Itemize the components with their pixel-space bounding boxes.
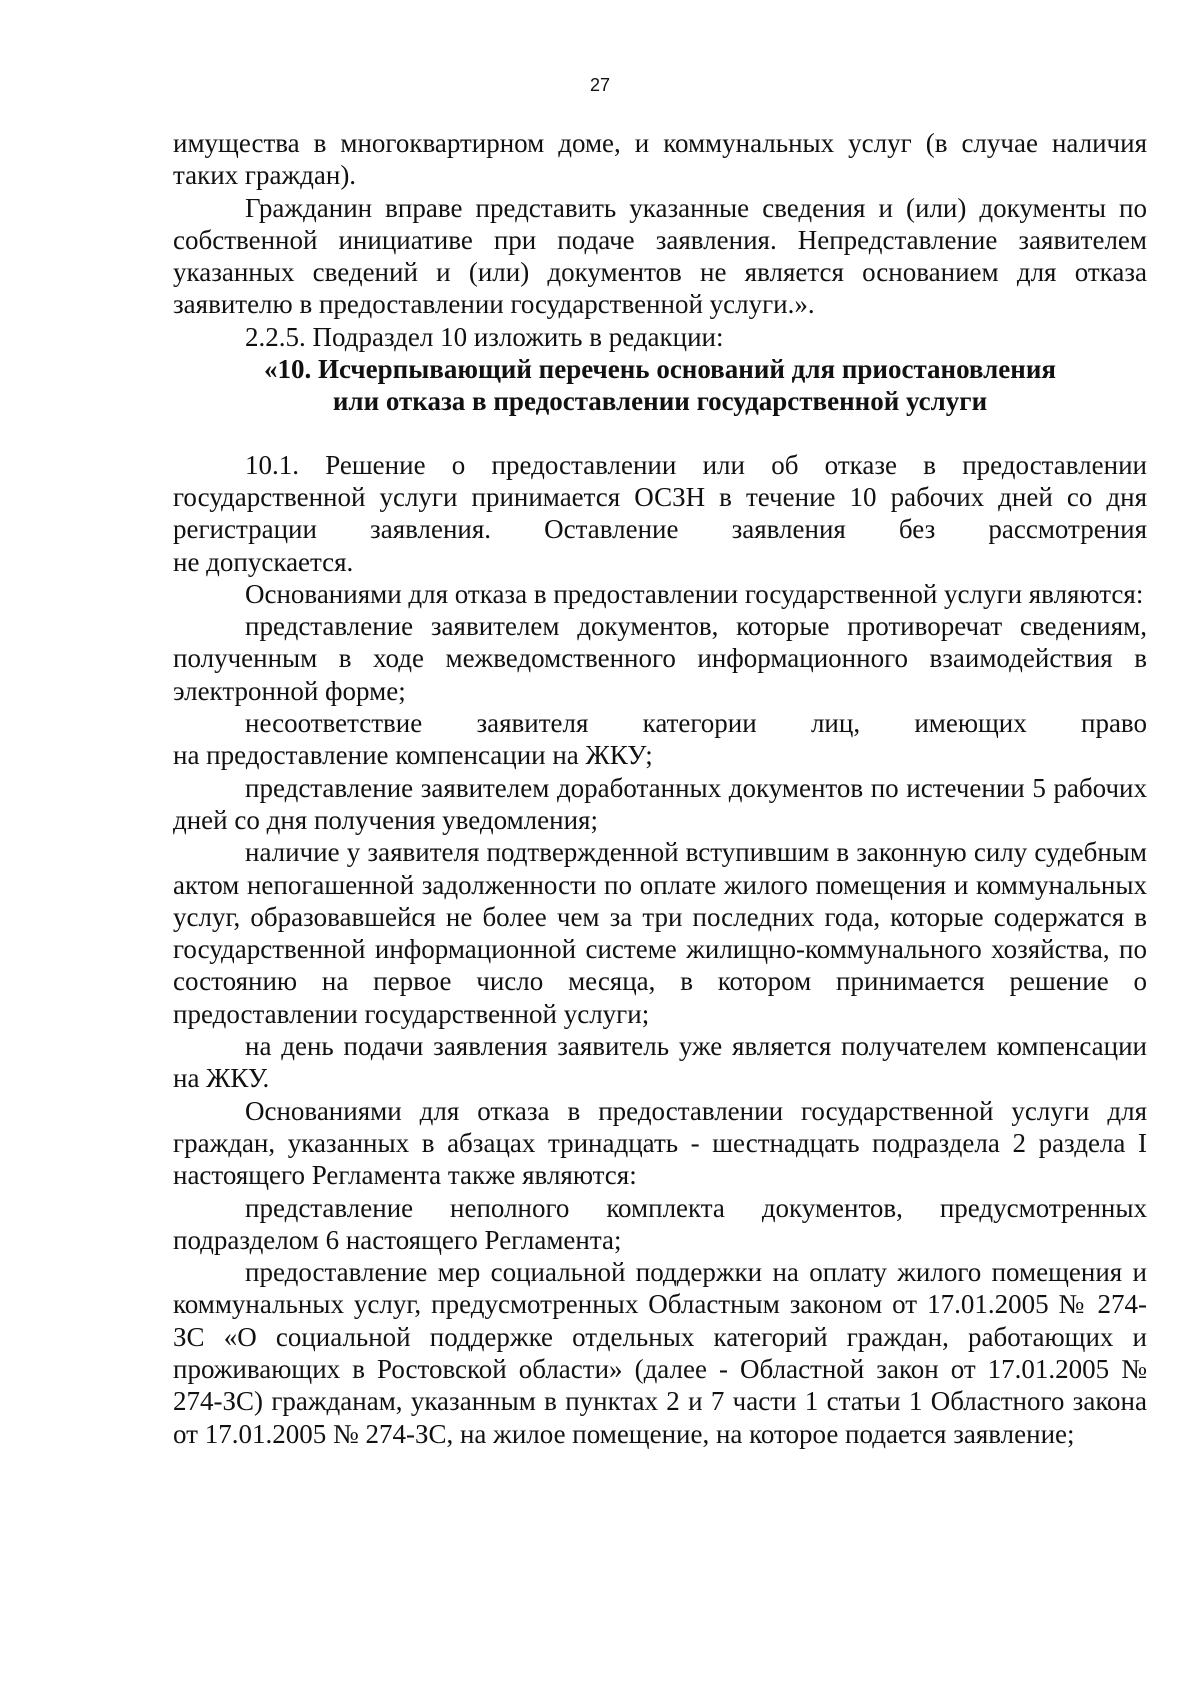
- paragraph-10-1: 10.1. Решение о предоставлении или об отказе в предоставлении государственной услуги принимается ОСЗН в течение 10 рабочих дней со дня регистрации заявления. Оставление заявления без рассмотрения: [173, 449, 1147, 545]
- paragraph: несоответствие заявителя категории лиц, имеющих право: [245, 708, 1147, 739]
- section-heading-line-1: «10. Исчерпывающий перечень оснований для приостановления: [263, 354, 1057, 385]
- paragraph: представление неполного комплекта документов, предусмотренных подразделом 6 настоящего Регламента;: [173, 1192, 1147, 1255]
- paragraph: Основаниями для отказа в предоставлении государственной услуги для граждан, указанных в абзацах тринадцать - шестнадцать подраздела 2 раздела I настоящего Регламента также являются:: [173, 1095, 1147, 1191]
- paragraph: наличие у заявителя подтвержденной вступившим в законную силу судебным актом непогашенной задолженности по оплате жилого помещения и коммунальных услуг, образовавшейся не более чем за три последних года, которые содержатся в государственной информационной системе жилищно-коммунального хозяйства, по состоянию на первое число месяца, в котором принимается решение о предоставлении государственной услуги;: [173, 837, 1147, 1029]
- section-heading-line-2: или отказа в предоставлении государственной услуги: [332, 386, 988, 417]
- paragraph: на день подачи заявления заявитель уже является получателем компенсации на ЖКУ.: [173, 1031, 1147, 1094]
- paragraph: Гражданин вправе представить указанные сведения и (или) документы по собственной инициативе при подаче заявления. Непредставление заявителем указанных сведений и (или) документов не является основанием для отказа заявителю в предоставлении государственной услуги.».: [173, 192, 1147, 320]
- paragraph: предоставление мер социальной поддержки на оплату жилого помещения и коммунальных услуг, предусмотренных Областным законом от 17.01.2005 № 274-ЗС «О социальной поддержке отдельных категорий граждан, работающих и проживающих в Ростовской области» (далее - Областной закон от 17.01.2005 № 274-ЗС) гражданам, указанным в пунктах 2 и 7 части 1 статьи 1 Областного закона от 17.01.2005 № 274-ЗС, на жилое помещение, на которое подается заявление;: [173, 1257, 1147, 1449]
- document-body: [173, 127, 1147, 1450]
- paragraph: представление заявителем документов, которые противоречат сведениям, полученным в ходе межведомственного информационного взаимодействия в электронной форме;: [173, 611, 1147, 706]
- paragraph: Основаниями для отказа в предоставлении государственной услуги являются:: [245, 578, 1144, 609]
- page-number: 27: [589, 75, 611, 95]
- paragraph-continuation: не допускается.: [173, 546, 354, 577]
- section-heading: [173, 353, 1147, 418]
- paragraph-continuation: на предоставление компенсации на ЖКУ;: [173, 740, 653, 771]
- paragraph-amendment-intro: 2.2.5. Подраздел 10 изложить в редакции:: [245, 321, 724, 352]
- paragraph: представление заявителем доработанных документов по истечении 5 рабочих дней со дня получения уведомления;: [173, 772, 1147, 835]
- paragraph-continuation: имущества в многоквартирном доме, и коммунальных услуг (в случае наличия таких граждан).: [173, 128, 1147, 191]
